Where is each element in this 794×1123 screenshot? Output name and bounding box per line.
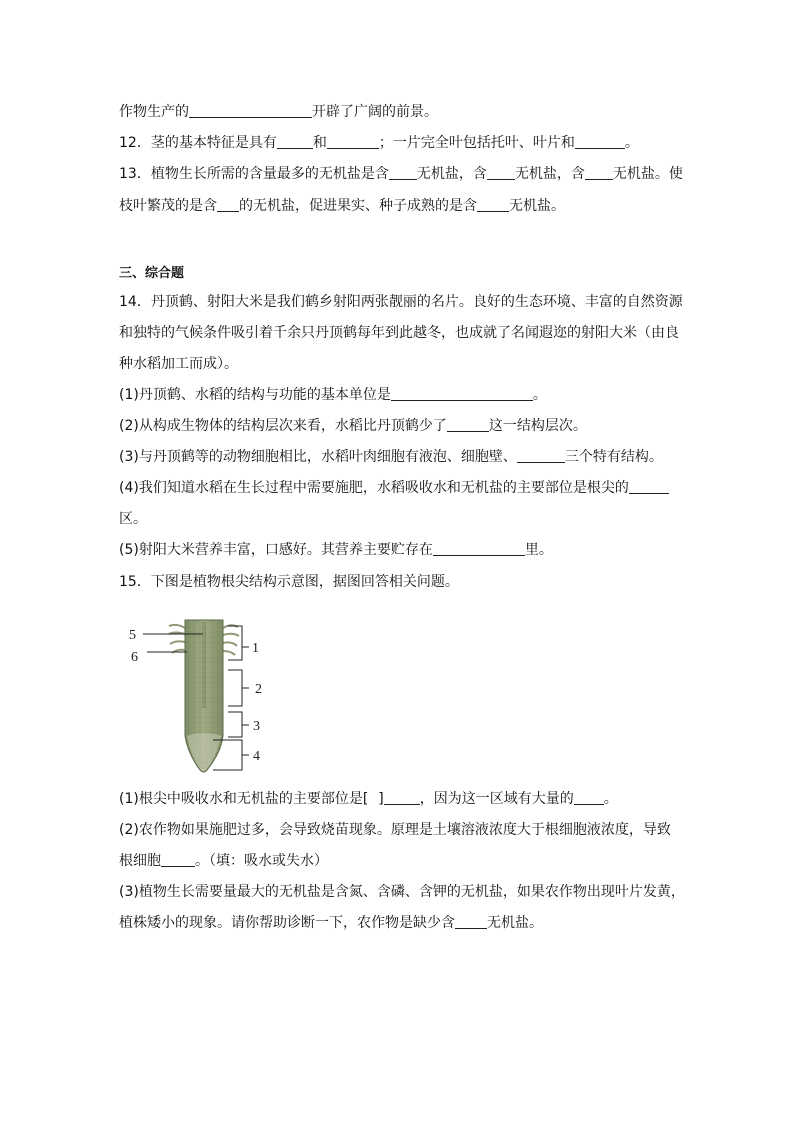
label-1: 1 bbox=[252, 641, 259, 656]
answer-blank[interactable] bbox=[574, 790, 604, 805]
question-14-part-4: (4)我们知道水稻在生长过程中需要施肥，水稻吸收水和无机盐的主要部位是根尖的 bbox=[119, 478, 669, 498]
answer-blank[interactable] bbox=[391, 386, 533, 401]
root-cap bbox=[187, 733, 221, 772]
question-14-part-5: (5)射阳大米营养丰富，口感好。其营养主要贮存在 里。 bbox=[119, 542, 553, 558]
question-14-part-4-cont: 区。 bbox=[119, 511, 147, 527]
question-14-intro-3: 种水稻加工而成）。 bbox=[119, 356, 238, 372]
question-14-part-2: (2)从构成生物体的结构层次来看，水稻比丹顶鹤少了 这一结构层次。 bbox=[119, 418, 587, 434]
question-14-intro-2: 和独特的气候条件吸引着千余只丹顶鹤每年到此越冬，也成就了名闻遐迩的射阳大米（由良 bbox=[119, 325, 679, 341]
question-12: 12．茎的基本特征是具有 和 ；一片完全叶包括托叶、叶片和 。 bbox=[119, 135, 639, 151]
answer-blank[interactable] bbox=[161, 852, 195, 867]
question-14-part-1: (1)丹顶鹤、水稻的结构与功能的基本单位是 。 bbox=[119, 387, 547, 403]
answer-blank[interactable] bbox=[384, 790, 420, 805]
answer-blank[interactable] bbox=[455, 914, 487, 929]
answer-blank[interactable] bbox=[447, 417, 489, 432]
section-3-heading: 三、综合题 bbox=[119, 266, 185, 281]
answer-blank[interactable] bbox=[575, 134, 625, 149]
q11-line: 作物生产的 开辟了广阔的前景。 bbox=[119, 104, 438, 120]
answer-blank[interactable] bbox=[517, 448, 565, 463]
answer-blank[interactable] bbox=[189, 103, 312, 118]
answer-blank[interactable] bbox=[389, 165, 417, 180]
bracket-blank[interactable] bbox=[368, 791, 378, 805]
question-15-part-3-cont: 植株矮小的现象。请你帮助诊断一下，农作物是缺少含 无机盐。 bbox=[119, 915, 543, 931]
label-6: 6 bbox=[131, 650, 138, 665]
answer-blank[interactable] bbox=[477, 197, 509, 212]
label-4: 4 bbox=[253, 749, 260, 764]
label-3: 3 bbox=[253, 719, 260, 734]
question-15-part-1: (1)根尖中吸收水和无机盐的主要部位是[ ] ，因为这一区域有大量的 。 bbox=[119, 791, 618, 807]
label-2: 2 bbox=[255, 682, 262, 697]
answer-blank[interactable] bbox=[629, 479, 669, 494]
question-15-part-3: (3)植物生长需要量最大的无机盐是含氮、含磷、含钾的无机盐，如果农作物出现叶片发黄， bbox=[119, 884, 685, 900]
question-14-part-3: (3)与丹顶鹤等的动物细胞相比，水稻叶肉细胞有液泡、细胞壁、 三个特有结构。 bbox=[119, 449, 663, 465]
answer-blank[interactable] bbox=[277, 134, 313, 149]
root-tip-diagram bbox=[125, 618, 275, 778]
answer-blank[interactable] bbox=[433, 541, 525, 556]
question-14-intro-1: 14．丹顶鹤、射阳大米是我们鹤乡射阳两张靓丽的名片。良好的生态环境、丰富的自然资源 bbox=[119, 294, 683, 310]
answer-blank[interactable] bbox=[487, 165, 515, 180]
question-13-line-1: 13．植物生长所需的含量最多的无机盐是含 无机盐，含 无机盐，含 无机盐。使 bbox=[119, 166, 683, 182]
answer-blank[interactable] bbox=[585, 165, 613, 180]
label-5: 5 bbox=[129, 628, 136, 643]
question-15-intro: 15．下图是植物根尖结构示意图，据图回答相关问题。 bbox=[119, 574, 459, 590]
question-15-part-2-cont: 根细胞 。（填：吸水或失水） bbox=[119, 853, 328, 869]
answer-blank[interactable] bbox=[217, 197, 239, 212]
question-15-part-2: (2)农作物如果施肥过多，会导致烧苗现象。原理是土壤溶液浓度大于根细胞液浓度，导致 bbox=[119, 822, 671, 838]
question-13-line-2: 枝叶繁茂的是含 的无机盐，促进果实、种子成熟的是含 无机盐。 bbox=[119, 198, 565, 214]
answer-blank[interactable] bbox=[327, 134, 379, 149]
